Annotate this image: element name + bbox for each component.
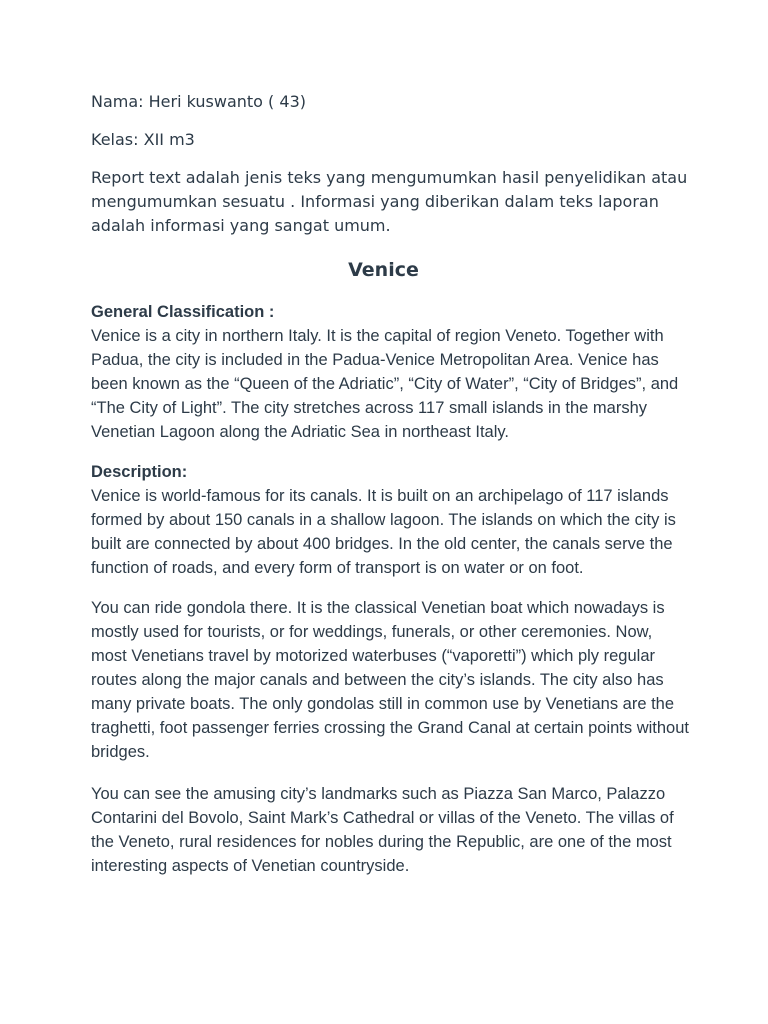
landmarks-paragraph: You can see the amusing city’s landmarks such as Piazza San Marco, Palazzo Contarini del Bovolo, Saint Mark’s Cathedral or villas of the Veneto. The villas of the Veneto, rural residences for nobles during the Republic, are one of the most interesting aspects of Venetian countryside.: [91, 785, 674, 875]
document-title: Venice: [348, 259, 419, 281]
document-page: [91, 90, 691, 896]
gondola-paragraph: You can ride gondola there. It is the classical Venetian boat which nowadays is mostly used for tourists, or for weddings, funerals, or other ceremonies. Now, most Venetians travel by motorized waterbuses (“vaporetti”) which ply regular routes along the major canals and between the city’s islands. The city also has many private boats. The only gondolas still in common use by Venetians are the traghetti, foot passenger ferries crossing the Grand Canal at certain points without bridges.: [91, 599, 689, 761]
general-classification-section: [91, 300, 691, 444]
description-heading: Description:: [91, 463, 188, 481]
student-name: Nama: Heri kuswanto ( 43): [91, 92, 306, 111]
general-classification-heading: General Classification :: [91, 303, 275, 321]
general-classification-text: Venice is a city in northern Italy. It is the capital of region Veneto. Together with Padua, the city is included in the Padua-Venice Metropolitan Area. Venice has been known as the “Queen of the Adriatic”, “City of Water”, “City of Bridges”, and “The City of Light”. The city stretches across 117 small islands in the marshy Venetian Lagoon along the Adriatic Sea in northeast Italy.: [91, 327, 679, 441]
student-class: Kelas: XII m3: [91, 130, 195, 149]
description-text: Venice is world-famous for its canals. It is built on an archipelago of 117 islands formed by about 150 canals in a shallow lagoon. The islands on which the city is built are connected by about 400 bridges. In the old center, the canals serve the function of roads, and every form of transport is on water or on foot.: [91, 487, 676, 577]
description-section: [91, 460, 691, 580]
intro-paragraph: Report text adalah jenis teks yang mengumumkan hasil penyelidikan atau mengumumkan sesuatu . Informasi yang diberikan dalam teks laporan adalah informasi yang sangat umum.: [91, 168, 688, 235]
